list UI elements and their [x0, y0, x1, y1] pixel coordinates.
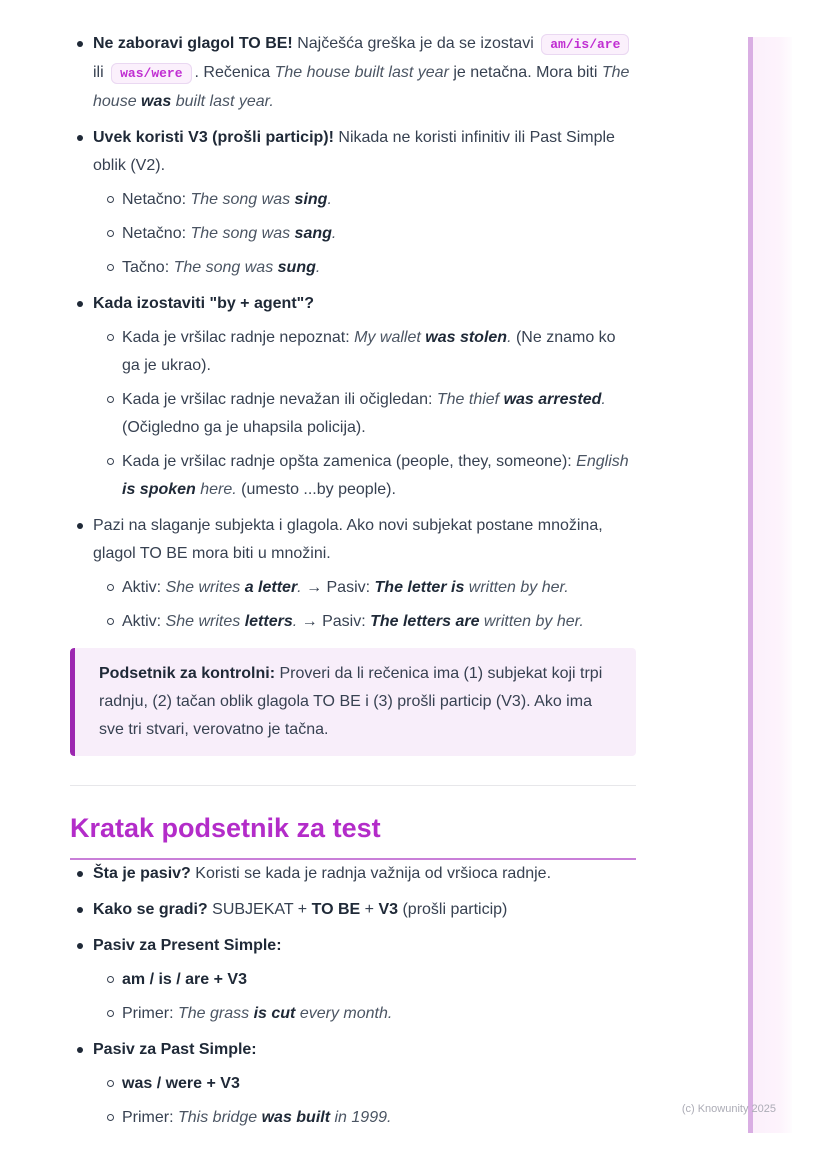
sub-list-item-text: Primer: This bridge was built in 1999.: [122, 1109, 392, 1126]
sub-list-item: [93, 448, 636, 504]
callout-text: Podsetnik za kontrolni: Proveri da li rečenica ima (1) subjekat koji trpi radnju, (2) tačan oblik glagola TO BE i (3) prošli particip (V3). Ako ima sve tri stvari, verovatno je tačna.: [99, 665, 603, 738]
sub-list-item-text: was / were + V3: [122, 1075, 240, 1092]
sub-list: [93, 966, 636, 1028]
circle-bullet-icon: [107, 334, 114, 341]
sub-list-item: [93, 1070, 636, 1098]
list-item-text: Ne zaboravi glagol TO BE! Najčešća greška je da se izostavi am/is/are ili was/were . Rečenica The house built last year je netačna. Mora biti The house was built last year.: [93, 35, 630, 110]
bullet-icon: [77, 1047, 83, 1053]
sub-list-item: [93, 220, 636, 248]
list-item-text: Pasiv za Present Simple:: [93, 937, 282, 954]
sub-list-item-text: Tačno: The song was sung.: [122, 259, 321, 276]
bullet-icon: [77, 871, 83, 877]
circle-bullet-icon: [107, 230, 114, 237]
sub-list-item-text: am / is / are + V3: [122, 971, 247, 988]
sub-list: [93, 1070, 636, 1132]
sub-list-item-text: Aktiv: She writes letters. → Pasiv: The letters are written by her.: [122, 613, 584, 630]
sub-list-item: [93, 1000, 636, 1028]
sub-list-item-text: Kada je vršilac radnje opšta zamenica (people, they, someone): English is spoken here. (umesto ...by people).: [122, 453, 629, 498]
sub-list-item: [93, 324, 636, 380]
bullet-icon: [77, 943, 83, 949]
circle-bullet-icon: [107, 1114, 114, 1121]
circle-bullet-icon: [107, 458, 114, 465]
sub-list-item-text: Kada je vršilac radnje nepoznat: My wallet was stolen. (Ne znamo ko ga je ukrao).: [122, 329, 616, 374]
list-item: [70, 512, 636, 636]
sub-list-item: [93, 608, 636, 636]
circle-bullet-icon: [107, 1080, 114, 1087]
list-item-text: Kako se gradi? SUBJEKAT + TO BE + V3 (prošli particip): [93, 901, 508, 918]
list-item: [70, 1036, 636, 1132]
sub-list-item: [93, 186, 636, 214]
list-item-text: Pasiv za Past Simple:: [93, 1041, 257, 1058]
page-watermark: (c) Knowunity 2025: [681, 1103, 776, 1115]
sub-list: [93, 324, 636, 504]
rules-list: [70, 30, 636, 636]
bullet-icon: [77, 41, 83, 47]
section-heading: Kratak podsetnik za test: [70, 812, 636, 860]
circle-bullet-icon: [107, 264, 114, 271]
list-item: [70, 932, 636, 1028]
sub-list-item-text: Primer: The grass is cut every month.: [122, 1005, 393, 1022]
sub-list-item: [93, 1104, 636, 1132]
list-item: [70, 124, 636, 282]
sub-list-item: [93, 574, 636, 602]
bullet-icon: [77, 523, 83, 529]
sub-list-item: [93, 966, 636, 994]
document-content: [70, 30, 636, 1140]
circle-bullet-icon: [107, 1010, 114, 1017]
bullet-icon: [77, 135, 83, 141]
sub-list-item-text: Aktiv: She writes a letter. → Pasiv: The letter is written by her.: [122, 579, 569, 596]
sub-list-item-text: Kada je vršilac radnje nevažan ili očigledan: The thief was arrested. (Očigledno ga je uhapsila policija).: [122, 391, 606, 436]
sub-list-item-text: Netačno: The song was sang.: [122, 225, 337, 242]
bullet-icon: [77, 301, 83, 307]
circle-bullet-icon: [107, 584, 114, 591]
list-item-text: Uvek koristi V3 (prošli particip)! Nikada ne koristi infinitiv ili Past Simple oblik (V2).: [93, 129, 615, 174]
list-item: [70, 30, 636, 116]
sub-list: [93, 186, 636, 282]
list-item-text: Pazi na slaganje subjekta i glagola. Ako novi subjekat postane množina, glagol TO BE mora biti u množini.: [93, 517, 603, 562]
circle-bullet-icon: [107, 196, 114, 203]
scroll-indicator[interactable]: [748, 37, 792, 1133]
list-item: [70, 290, 636, 504]
list-item-text: Kada izostaviti "by + agent"?: [93, 295, 314, 312]
list-item: [70, 860, 636, 888]
circle-bullet-icon: [107, 618, 114, 625]
sub-list: [93, 574, 636, 636]
callout-box: [70, 648, 636, 756]
sub-list-item-text: Netačno: The song was sing.: [122, 191, 332, 208]
sub-list-item: [93, 386, 636, 442]
sub-list-item: [93, 254, 636, 282]
list-item-text: Šta je pasiv? Koristi se kada je radnja važnija od vršioca radnje.: [93, 865, 552, 882]
callout-accent-bar: [70, 648, 75, 756]
list-item: [70, 896, 636, 924]
summary-list: [70, 860, 636, 1132]
bullet-icon: [77, 907, 83, 913]
circle-bullet-icon: [107, 976, 114, 983]
circle-bullet-icon: [107, 396, 114, 403]
section-divider: [70, 785, 636, 786]
